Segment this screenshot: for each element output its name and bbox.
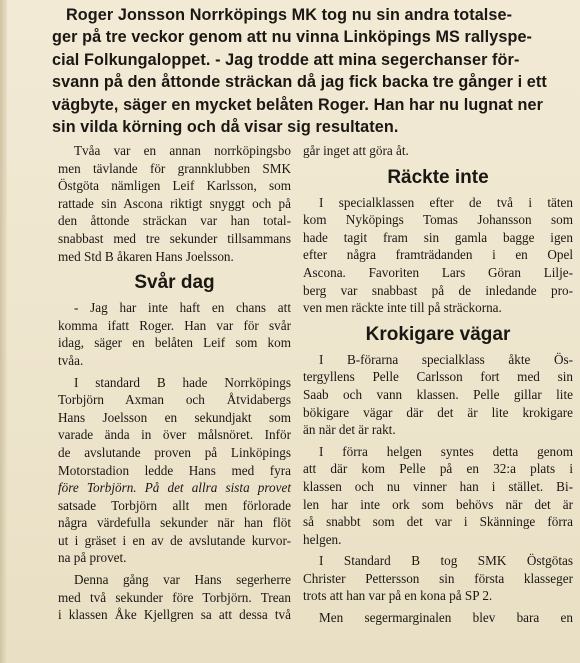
paragraph (303, 443, 573, 549)
lead-line: sin vilda körning och då visar sig resultaten. (52, 118, 399, 137)
text-line: len har inte ork som behövs när det är (303, 496, 573, 512)
text-line: tvåa. (58, 352, 84, 368)
paragraph (303, 552, 573, 605)
text-line: I specialklassen efter de två i täten (319, 194, 573, 210)
lead-paragraph (52, 4, 568, 138)
text-line: Hans Joelsson en sekundjakt som (58, 409, 291, 425)
paragraph (303, 194, 573, 317)
lead-line: cial Folkungaloppet. - Jag trodde att mina segerchanser för- (52, 50, 520, 69)
paragraph (303, 609, 573, 627)
text-line: kom Nyköpings Tomas Johansson som (303, 212, 573, 228)
text-line: snabbast med tre sekunder tillsammans (58, 230, 291, 246)
text-line: idag, säger en belåten Leif som kom (58, 335, 291, 351)
text-line: helgen. (303, 531, 342, 547)
text-line: går inget att göra åt. (303, 143, 409, 158)
text-line: Torbjörn Axman och Åtvidabergs (58, 392, 291, 408)
text-line: den åttonde sträckan var han total- (58, 213, 291, 229)
subheading: Räckte inte (387, 166, 489, 188)
text-line: tergyllens Pelle Carlsson fort med sin (303, 369, 573, 385)
text-line: Ascona. Favoriten Lars Göran Lilje- (303, 264, 573, 280)
text-line: Denna gång var Hans segerherre (74, 572, 291, 588)
text-line: I B-förarna specialklass åkte Ös- (319, 351, 573, 367)
text-line: ven men räckte inte till på sträckorna. (303, 300, 502, 316)
text-line: i klassen Åke Kjellgren sa att dessa två (58, 607, 291, 623)
text-line: komma ifatt Roger. Han var för svår (58, 317, 291, 333)
lead-line: ger på tre veckor genom att nu vinna Linköpings MS rallyspe- (52, 28, 533, 47)
text-line: berg var snabbast på de inledande pro- (303, 282, 573, 298)
text-line: trots att han var på en kona på SP 2. (303, 588, 493, 604)
text-line: med Std B åkaren Hans Joelsson. (58, 248, 234, 264)
text-line: Tvåa var en annan norrköpingsbo (74, 143, 291, 158)
paragraph (58, 571, 291, 624)
lead-line: Roger Jonsson Norrköpings MK tog nu sin andra totalse- (66, 6, 513, 24)
paragraph (303, 351, 573, 439)
paragraph (58, 374, 291, 568)
lead-line: vägbyte, säger en mycket belåten Roger. Han har nu lugnat ner (52, 95, 543, 114)
text-line: så snabbt som det var i Skänninge förra (303, 514, 573, 530)
text-line: Motorstadion ledde Hans med fyra (58, 462, 291, 478)
text-line: Saab och vann klassen. Pelle gillar lite (303, 386, 573, 402)
text-line: I förra helgen syntes detta genom (319, 443, 573, 459)
left-column (58, 142, 291, 628)
text-line: efter några framträdanden i en Opel (303, 247, 573, 263)
text-line: med två sekunder före Torbjörn. Trean (58, 589, 291, 605)
text-line: men tävlande för grannklubben SMK (58, 160, 291, 176)
paragraph (58, 299, 291, 369)
text-line: före Torbjörn. På det allra sista provet (58, 480, 291, 496)
page-edge (0, 0, 7, 663)
text-line: na på provet. (58, 550, 127, 566)
subheading: Krokigare vägar (365, 323, 511, 345)
text-line: Östgöta nämligen Leif Karlsson, som (58, 178, 291, 194)
text-line: Christer Pettersson sin första klasseger (303, 570, 573, 586)
paragraph (303, 142, 573, 160)
text-line: några värdefulla sekunder när han flöt (58, 515, 291, 531)
text-line: än när det är rakt. (303, 422, 396, 438)
text-line: hade tagit fram sin gamla bagge igen (303, 229, 573, 245)
right-column (303, 142, 573, 631)
text-line: klassen och nu vinner han i stället. Bi- (303, 478, 573, 494)
text-line: bökigare vägar där det är lite krokigare (303, 404, 573, 420)
text-line: ut i gräset i en av de avslutande kurvor- (58, 532, 291, 548)
text-line: de avslutande proven på Linköpings (58, 444, 291, 460)
paragraph (58, 142, 291, 265)
text-line: varade ända in över målsnöret. Inför (58, 427, 291, 443)
text-line: I Standard B tog SMK Östgötas (319, 553, 573, 569)
text-line: I standard B hade Norrköpings (74, 374, 291, 390)
text-line: att där kom Pelle på en 32:a plats i (303, 461, 573, 477)
lead-line: svann på den åttonde sträckan då jag fick backa tre gånger i ett (52, 73, 547, 92)
text-line: Men segermarginalen blev bara en (319, 610, 573, 626)
text-line: - Jag har inte haft en chans att (74, 300, 291, 316)
text-line: rattade sin Ascona riktigt snyggt och på (58, 195, 291, 211)
subheading: Svår dag (134, 272, 215, 294)
text-line: satsade Torbjörn allt men förlorade (58, 497, 291, 513)
